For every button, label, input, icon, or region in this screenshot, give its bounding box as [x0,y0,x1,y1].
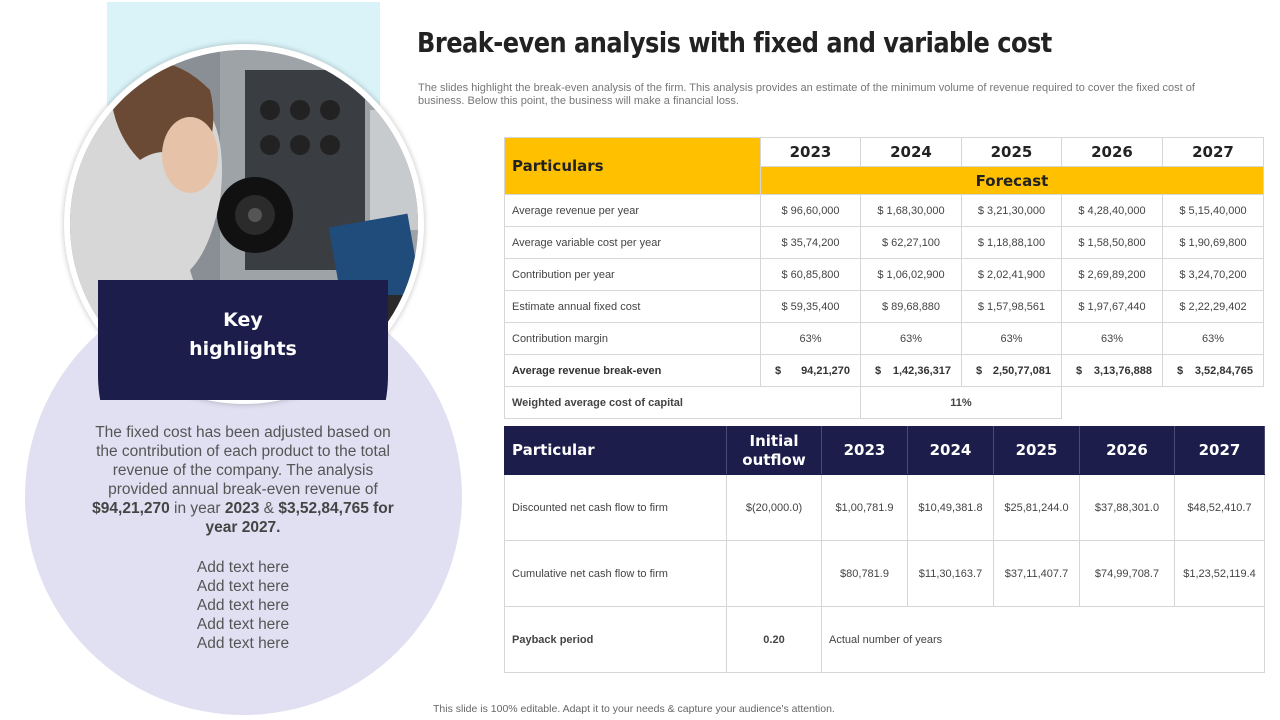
cell-value [761,355,861,387]
table-row [505,323,1264,355]
cell-value: $ 1,57,98,561 [962,291,1062,323]
cell-value: 63% [861,323,962,355]
placeholder-text: Add text here [196,616,290,633]
year-header: 2024 [861,138,962,167]
amount: 3,52,84,765 [1194,364,1253,377]
footer-note: This slide is 100% editable. Adapt it to your needs & capture your audience's attention. [433,703,835,715]
cell-value: 63% [1062,323,1163,355]
highlights-value-2027: $3,52,84,765 for year 2027. [205,500,394,536]
payback-note: Actual number of years [822,607,1265,673]
row-label: Average variable cost per year [505,227,761,259]
placeholder-text: Add text here [196,559,290,576]
cell-value [962,355,1062,387]
cell-value: $ 60,85,800 [761,259,861,291]
cell-value: 63% [962,323,1062,355]
table-row [505,291,1264,323]
row-label: Contribution per year [505,259,761,291]
highlights-text-part1: The fixed cost has been adjusted based on the contribution of each product to the total revenue of the company. The analysis provided annual break-even revenue of [95,424,391,498]
cash-flow-table [504,426,1265,673]
cell-value: $(20,000.0) [727,475,822,541]
cell-value: $ 59,35,400 [761,291,861,323]
payback-value: 0.20 [727,607,822,673]
particulars-header: Particulars [505,138,761,195]
key-highlights-title [150,306,336,364]
cell-value: $ 1,18,88,100 [962,227,1062,259]
currency-symbol: $ [775,364,782,377]
highlights-value-2023: $94,21,270 [92,500,170,517]
cell-value: $ 1,58,50,800 [1062,227,1163,259]
cell-value [861,355,962,387]
wacc-value: 11% [861,387,1062,419]
cell-value: $11,30,163.7 [908,541,994,607]
row-label: Average revenue per year [505,195,761,227]
row-label: Average revenue break-even [505,355,761,387]
highlights-text-part3: & [259,500,279,517]
row-label: Discounted net cash flow to firm [505,475,727,541]
year-header: 2027 [1175,427,1265,475]
key-title-line1: Key [223,309,263,331]
row-label: Contribution margin [505,323,761,355]
wacc-label: Weighted average cost of capital [505,387,861,419]
page-title: Break-even analysis with fixed and variable cost [417,26,1052,59]
table-header-row [505,138,1264,167]
highlights-year-2023: 2023 [224,500,260,517]
cell-value [727,541,822,607]
cell-value: $ 2,69,89,200 [1062,259,1163,291]
row-label: Estimate annual fixed cost [505,291,761,323]
cell-value: $ 96,60,000 [761,195,861,227]
cell-value: $ 2,22,29,402 [1163,291,1264,323]
cell-value: $ 1,68,30,000 [861,195,962,227]
cell-value: $ 35,74,200 [761,227,861,259]
cell-value: $ 1,06,02,900 [861,259,962,291]
amount: 3,13,76,888 [1093,364,1152,377]
cell-value: $1,00,781.9 [822,475,908,541]
wacc-row [505,387,1264,419]
initial-outflow-header: Initial outflow [727,427,822,475]
cell-value: $ 1,90,69,800 [1163,227,1264,259]
table-row [505,195,1264,227]
year-header: 2024 [908,427,994,475]
row-label: Payback period [505,607,727,673]
break-even-table [504,137,1264,419]
table-header-row [505,427,1265,475]
currency-symbol: $ [976,364,983,377]
cell-value: $ 2,02,41,900 [962,259,1062,291]
year-header: 2026 [1062,138,1163,167]
year-header: 2025 [994,427,1080,475]
placeholder-text: Add text here [196,597,290,614]
currency-symbol: $ [1177,364,1184,377]
particular-header: Particular [505,427,727,475]
page-subtitle: The slides highlight the break-even analysis of the firm. This analysis provides an estimate of the minimum volume of revenue required to cover the fixed cost of business. Below this point, the business will make a financial loss. [418,82,1195,107]
key-title-line2: highlights [189,338,297,360]
placeholder-text-list [150,558,336,653]
row-label: Cumulative net cash flow to firm [505,541,727,607]
placeholder-text: Add text here [196,635,290,652]
table-row [505,227,1264,259]
breakeven-row [505,355,1264,387]
year-header: 2026 [1080,427,1175,475]
amount: 94,21,270 [801,364,850,377]
table-row [505,541,1265,607]
cell-value: $74,99,708.7 [1080,541,1175,607]
year-header: 2025 [962,138,1062,167]
table-row [505,259,1264,291]
highlights-text-part2: in year [169,500,225,517]
amount: 2,50,77,081 [992,364,1051,377]
cell-value: $ 1,97,67,440 [1062,291,1163,323]
cell-value [1163,355,1264,387]
highlights-text [92,423,394,537]
cell-value: $ 62,27,100 [861,227,962,259]
cell-value: $10,49,381.8 [908,475,994,541]
forecast-header: Forecast [761,167,1264,195]
cell-value: $ 5,15,40,000 [1163,195,1264,227]
cell-value [1062,355,1163,387]
amount: 1,42,36,317 [892,364,951,377]
placeholder-text: Add text here [196,578,290,595]
cell-value: 63% [1163,323,1264,355]
cell-value: $80,781.9 [822,541,908,607]
cell-value: $ 3,24,70,200 [1163,259,1264,291]
cell-value: $1,23,52,119.4 [1175,541,1265,607]
year-header: 2027 [1163,138,1264,167]
cell-value: 63% [761,323,861,355]
cell-value: $25,81,244.0 [994,475,1080,541]
cell-value: $ 4,28,40,000 [1062,195,1163,227]
cell-value: $37,88,301.0 [1080,475,1175,541]
cell-value: $ 89,68,880 [861,291,962,323]
cell-value: $48,52,410.7 [1175,475,1265,541]
table-row [505,475,1265,541]
year-header: 2023 [822,427,908,475]
payback-row [505,607,1265,673]
currency-symbol: $ [875,364,882,377]
currency-symbol: $ [1076,364,1083,377]
cell-value: $37,11,407.7 [994,541,1080,607]
year-header: 2023 [761,138,861,167]
cell-value: $ 3,21,30,000 [962,195,1062,227]
